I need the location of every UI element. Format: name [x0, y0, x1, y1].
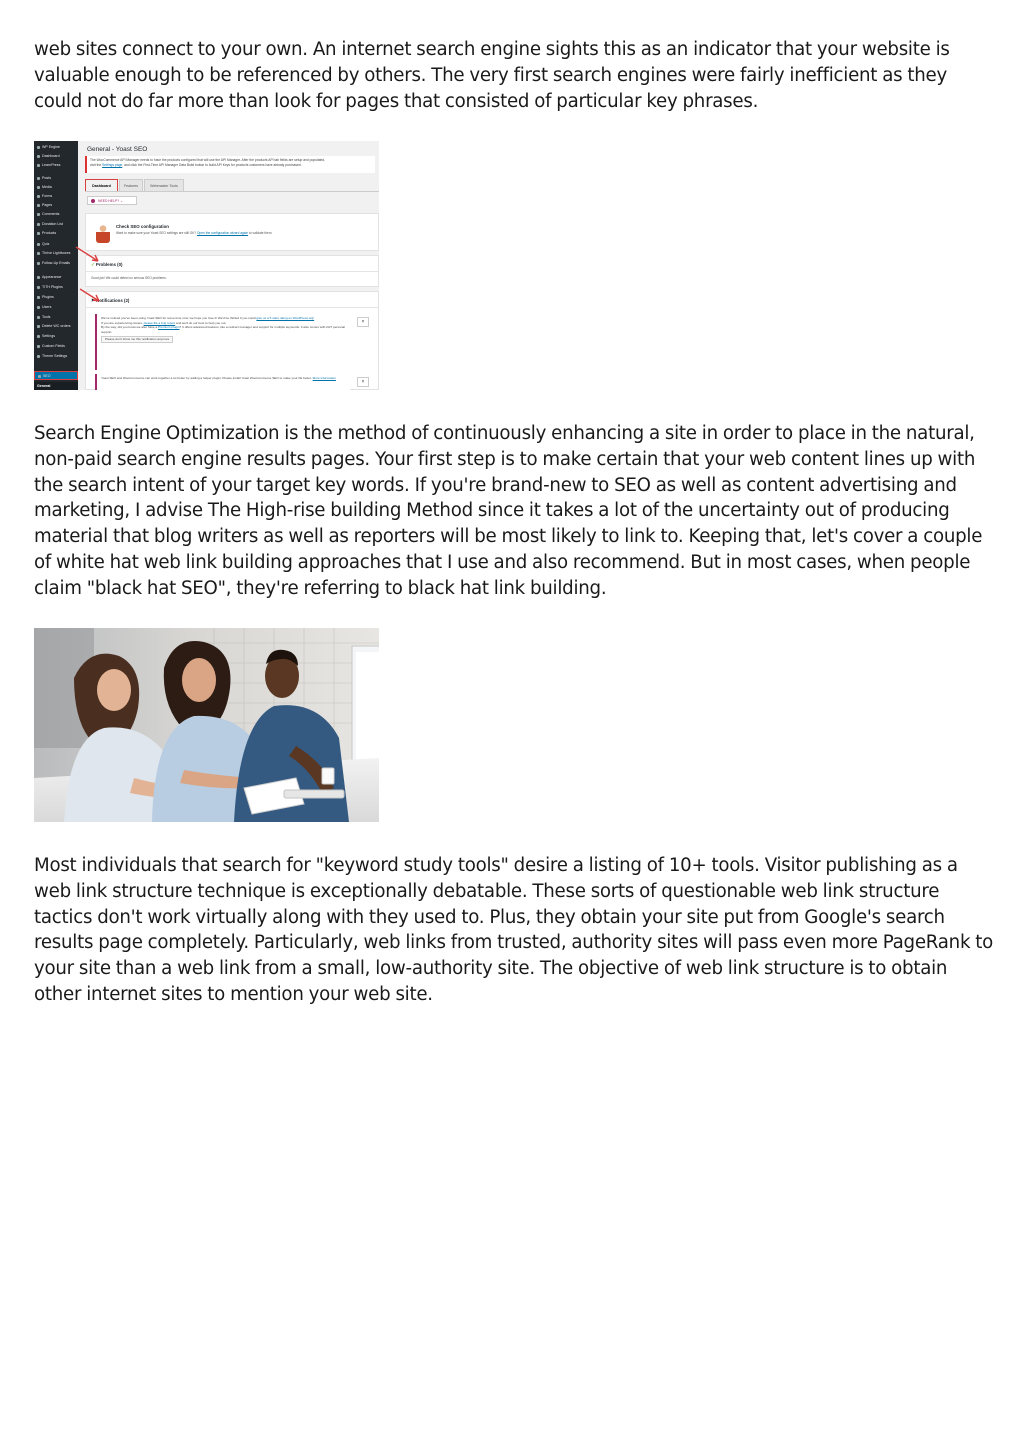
sidebar-item-wp-engine[interactable]: WP Engine [34, 143, 78, 152]
sidebar-item-plugins[interactable]: Plugins [34, 293, 78, 302]
menu-icon [37, 204, 40, 207]
menu-icon [37, 296, 40, 299]
sidebar-item-custom-fields[interactable]: Custom Fields [34, 342, 78, 351]
menu-icon [37, 345, 40, 348]
yoast-mascot-icon [96, 223, 110, 243]
problems-text: Good job! We could detect no serious SEO problems. [91, 276, 167, 280]
check-icon: ✓ [91, 262, 95, 267]
sidebar-item-donation-list[interactable]: Donation List [34, 220, 78, 229]
menu-icon [37, 316, 40, 319]
flag-icon: ⚑ [91, 298, 95, 303]
config-card [85, 213, 379, 251]
sidebar-item-follow-up-emails[interactable]: Follow-Up Emails [34, 259, 78, 268]
page-title: General - Yoast SEO [87, 146, 148, 153]
chevron-down-icon: ⌄ [120, 199, 123, 203]
menu-icon [37, 186, 40, 189]
menu-icon [37, 213, 40, 216]
team-photo [34, 628, 379, 822]
tab-divider [85, 191, 379, 192]
menu-icon [37, 232, 40, 235]
sidebar-item-pages[interactable]: Pages [34, 201, 78, 210]
menu-icon [37, 286, 40, 289]
sidebar-item-delete-wc-orders[interactable]: Delete WC orders [34, 322, 78, 331]
more-information-link[interactable]: More information [312, 376, 336, 380]
tab-dashboard[interactable]: Dashboard [85, 179, 118, 192]
config-title: Check SEO configuration [116, 224, 169, 229]
menu-icon [37, 252, 40, 255]
sidebar-item-general[interactable]: General [34, 382, 78, 390]
need-help-button[interactable]: NEED HELP? ⌄ [87, 196, 137, 205]
menu-icon [37, 155, 40, 158]
tab-webmaster-tools[interactable]: Webmaster Tools [144, 179, 184, 192]
admin-sidebar [34, 141, 78, 390]
menu-icon [37, 146, 40, 149]
rating-link[interactable]: give us a 5 stars rating on WordPress.org! [256, 316, 315, 320]
menu-icon [37, 243, 40, 246]
sidebar-item-products[interactable]: Products [34, 229, 78, 238]
menu-icon [37, 164, 40, 167]
menu-icon [37, 325, 40, 328]
bug-report-text: If you are experiencing issues, please file a bug report and we'll do our best to help you out. [101, 320, 227, 325]
menu-icon [38, 375, 41, 378]
sidebar-item-media[interactable]: Media [34, 183, 78, 192]
sidebar-item-thrive-lightboxes[interactable]: Thrive Lightboxes [34, 249, 78, 258]
config-text: Want to make sure your Yoast SEO settings are still OK? Open the configuration wizard again to validate them. [116, 231, 273, 235]
admin-main-area [78, 141, 379, 390]
sidebar-item-settings[interactable]: Settings [34, 332, 78, 341]
problems-divider [86, 271, 378, 272]
sidebar-item-quiz[interactable]: Quiz [34, 240, 78, 249]
sidebar-item-posts[interactable]: Posts [34, 174, 78, 183]
notice-line-2: visit the Settings page, and click the First-Time API Manager Data Build button to build API Keys for products customers have already purchased. [90, 163, 302, 167]
sidebar-item-tith-plugins[interactable]: TITH Plugins [34, 283, 78, 292]
bug-report-link[interactable]: please file a bug report [143, 320, 176, 325]
sidebar-item-comments[interactable]: Comments [34, 210, 78, 219]
sidebar-item-appearance[interactable]: Appearance [34, 273, 78, 282]
paragraph-3: Most individuals that search for "keyword study tools" desire a listing of 10+ tools. Visitor publishing as a web link structure technique is exceptionally debatable. These sorts of questionable web link structure tactics don't work virtually along with they used to. Plus, they obtain your site put from Google's search results page completely. Particularly, web links from trusted, authority sites will pass even more PageRank to your site than a web link from a small, low-authority site. The objective of web link structure is to obtain other internet sites to mention your web site. [34, 855, 994, 1005]
menu-icon [37, 195, 40, 198]
red-arrow-problems [74, 245, 104, 267]
sidebar-item-forms[interactable]: Forms [34, 192, 78, 201]
paragraph-2: Search Engine Optimization is the method of continuously enhancing a site in order to place in the natural, non-paid search engine results pages. Your first step is to make certain that your web content lines up with the search intent of your target key words. If you're brand-new to SEO as well as content advertising and marketing, I advise The High-rise building Method since it takes a lot of the uncertainty out of producing material that blog writers as well as reporters will be most likely to link to. Keeping that, let's cover a couple of white hat web link building approaches that I use and also recommend. But in most cases, when people claim "black hat SEO", they're referring to black hat link building. [34, 423, 983, 599]
dismiss-notification-button[interactable]: Please don't show me this notification anymore [101, 336, 173, 343]
sidebar-item-users[interactable]: Users [34, 303, 78, 312]
sidebar-item-dashboard[interactable]: Dashboard [34, 152, 78, 161]
notifications-title: ⚑ Notifications (2) [91, 298, 130, 303]
sidebar-item-learnpress[interactable]: LearnPress [34, 161, 78, 170]
premium-plugin-link[interactable]: Premium plugin [158, 325, 180, 330]
tab-features[interactable]: Features [119, 179, 143, 192]
rating-notification [95, 314, 350, 370]
problems-card [85, 255, 379, 287]
api-manager-notice [85, 156, 375, 173]
sidebar-item-seo[interactable]: SEO [34, 371, 78, 380]
notifications-card [85, 291, 379, 390]
notifications-divider [86, 307, 378, 308]
notice-line-1: The WooCommerce API Manager needs to have the products configured that will use the API Manager. After the products API tab fields are setup and populated, [90, 158, 326, 162]
yoast-seo-screenshot [34, 141, 379, 390]
rating-text: We've noticed you've been using Yoast SEO for some time now; we hope you love it! We'd be thrilled if you could give us a 5 stars rating on WordPress.org! [101, 316, 315, 320]
menu-icon [37, 355, 40, 358]
menu-icon [37, 276, 40, 279]
menu-icon [37, 262, 40, 265]
menu-icon [37, 177, 40, 180]
menu-icon [37, 306, 40, 309]
close-icon[interactable]: × [357, 317, 369, 327]
red-arrow-notifications [78, 286, 104, 306]
menu-icon [37, 335, 40, 338]
premium-text: By the way, did you know we also have a Premium plugin? It offers advanced features, like a redirect manager and support for multiple keywords. It also comes with 24/7 personal support. [101, 325, 345, 334]
paragraph-1: web sites connect to your own. An internet search engine sights this as an indicator that your website is valuable enough to be referenced by others. The very first search engines were fairly inefficient as they could not do far more than look for pages that consisted of particular key phrases. [34, 39, 950, 112]
question-icon [91, 199, 95, 203]
menu-icon [37, 223, 40, 226]
problems-title: ✓ Problems (0) [91, 262, 123, 267]
sidebar-item-theme-settings[interactable]: Theme Settings [34, 352, 78, 361]
config-wizard-link[interactable]: Open the configuration wizard again [197, 231, 249, 235]
woocommerce-notification: Yoast SEO and WooCommerce can work together a lot better by adding a helper plugin. Please install Yoast WooCommerce SEO to make your life better. More information [95, 374, 350, 390]
sidebar-item-tools[interactable]: Tools [34, 313, 78, 322]
settings-page-link[interactable]: Settings page [102, 163, 123, 167]
close-icon[interactable]: × [357, 377, 369, 387]
